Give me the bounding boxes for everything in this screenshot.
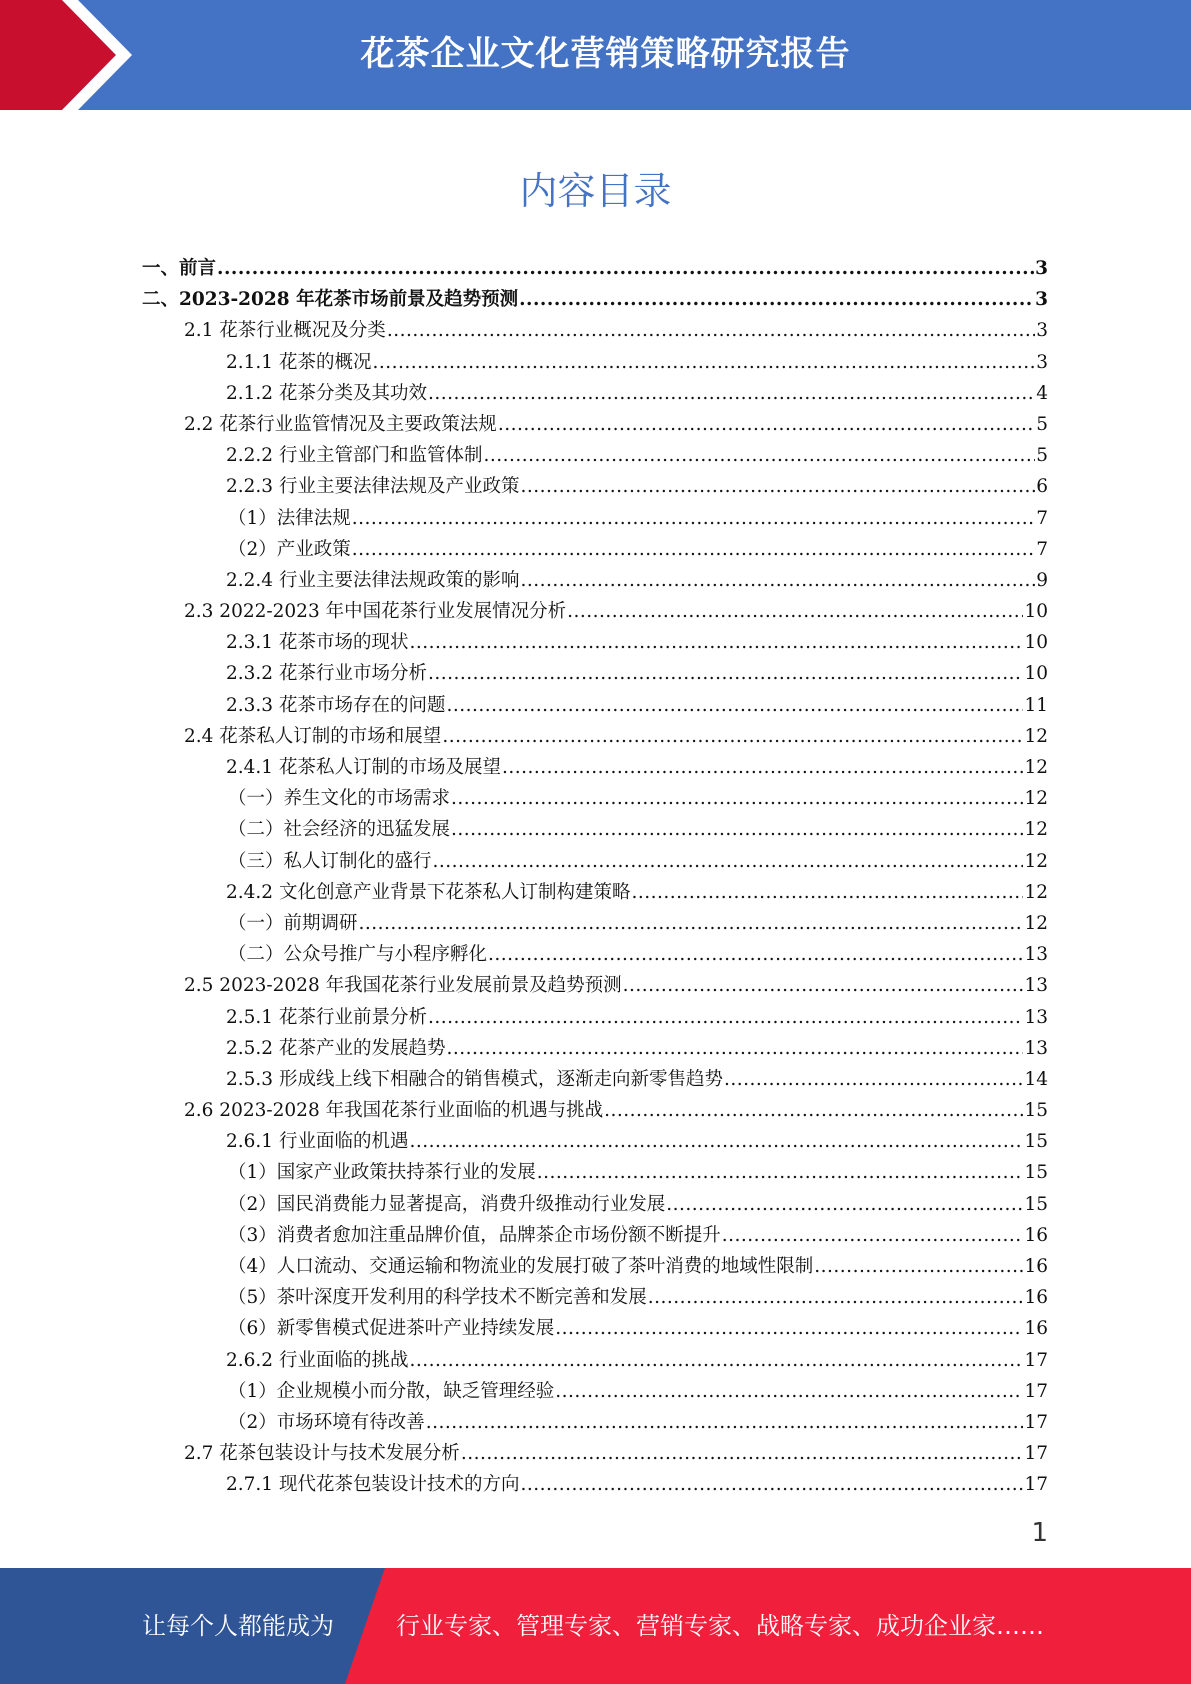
toc-entry-label: 2.1.1 花茶的概况 bbox=[226, 351, 372, 373]
toc-entry[interactable] bbox=[142, 1469, 1048, 1500]
toc-dot-leader bbox=[372, 347, 1035, 378]
toc-entry-page: 12 bbox=[1024, 912, 1048, 934]
toc-entry-page: 16 bbox=[1024, 1318, 1048, 1340]
toc-dot-leader bbox=[604, 1095, 1023, 1126]
toc-dot-leader bbox=[520, 471, 1035, 502]
toc-dot-leader bbox=[428, 658, 1023, 689]
toc-entry[interactable] bbox=[142, 846, 1048, 877]
toc-dot-leader bbox=[387, 315, 1035, 346]
toc-entry-page: 17 bbox=[1024, 1349, 1048, 1371]
toc-entry-label: （二）社会经济的迅猛发展 bbox=[228, 819, 451, 841]
toc-entry-page: 4 bbox=[1036, 382, 1048, 404]
toc-entry-label: 2.5 2023-2028 年我国花茶行业发展前景及趋势预测 bbox=[184, 975, 622, 997]
toc-entry-page: 7 bbox=[1036, 538, 1048, 560]
toc-entry[interactable] bbox=[142, 409, 1048, 440]
toc-entry[interactable] bbox=[142, 1282, 1048, 1313]
toc-dot-leader bbox=[623, 970, 1024, 1001]
toc-entry-page: 16 bbox=[1024, 1224, 1048, 1246]
toc-entry[interactable] bbox=[142, 908, 1048, 939]
toc-entry-label: 2.2.2 行业主管部门和监管体制 bbox=[226, 445, 483, 467]
toc-dot-leader bbox=[461, 1438, 1024, 1469]
toc-dot-leader bbox=[483, 440, 1035, 471]
toc-entry-label: 2.4 花茶私人订制的市场和展望 bbox=[184, 725, 442, 747]
toc-entry-label: 2.6.2 行业面临的挑战 bbox=[226, 1349, 409, 1371]
toc-entry-label: （一）养生文化的市场需求 bbox=[228, 788, 451, 810]
toc-entry[interactable] bbox=[142, 721, 1048, 752]
toc-dot-leader bbox=[446, 1033, 1023, 1064]
toc-entry-label: 2.5.1 花茶行业前景分析 bbox=[226, 1006, 427, 1028]
toc-entry-label: （2）国民消费能力显著提高，消费升级推动行业发展 bbox=[228, 1193, 666, 1215]
toc-entry-label: 一、前言 bbox=[142, 258, 217, 279]
toc-entry[interactable] bbox=[142, 534, 1048, 565]
toc-entry-label: 二、2023-2028 年花茶市场前景及趋势预测 bbox=[142, 289, 519, 311]
toc-entry[interactable] bbox=[142, 378, 1048, 409]
toc-dot-leader bbox=[409, 627, 1023, 658]
toc-dot-leader bbox=[648, 1282, 1024, 1313]
toc-entry[interactable] bbox=[142, 1033, 1048, 1064]
toc-entry-label: 2.4.2 文化创意产业背景下花茶私人订制构建策略 bbox=[226, 881, 631, 903]
toc-entry-page: 12 bbox=[1024, 881, 1048, 903]
toc-entry[interactable] bbox=[142, 1438, 1048, 1469]
toc-entry-label: 2.4.1 花茶私人订制的市场及展望 bbox=[226, 757, 501, 778]
toc-entry-page: 17 bbox=[1024, 1411, 1048, 1433]
toc-entry-label: 2.5.3 形成线上线下相融合的销售模式，逐渐走向新零售趋势 bbox=[226, 1068, 723, 1090]
toc-dot-leader bbox=[814, 1251, 1023, 1282]
toc-entry[interactable] bbox=[142, 440, 1048, 471]
toc-entry-label: 2.2.3 行业主要法律法规及产业政策 bbox=[226, 476, 520, 498]
toc-entry[interactable] bbox=[142, 783, 1048, 814]
toc-entry[interactable] bbox=[142, 1313, 1048, 1344]
toc-entry-page: 10 bbox=[1024, 663, 1048, 685]
toc-entry[interactable] bbox=[142, 939, 1048, 970]
toc-entry[interactable] bbox=[142, 1126, 1048, 1157]
toc-entry[interactable] bbox=[142, 253, 1048, 284]
toc-entry-label: 2.6 2023-2028 年我国花茶行业面临的机遇与挑战 bbox=[184, 1100, 604, 1122]
toc-entry[interactable] bbox=[142, 1095, 1048, 1126]
toc-dot-leader bbox=[428, 1002, 1023, 1033]
toc-entry-label: （1）企业规模小而分散，缺乏管理经验 bbox=[228, 1380, 555, 1402]
table-of-contents bbox=[142, 253, 1048, 1501]
toc-entry-label: （4）人口流动、交通运输和物流业的发展打破了茶叶消费的地域性限制 bbox=[228, 1256, 814, 1277]
toc-entry-label: 2.2 花茶行业监管情况及主要政策法规 bbox=[184, 413, 497, 435]
toc-dot-leader bbox=[498, 409, 1035, 440]
toc-entry[interactable] bbox=[142, 347, 1048, 378]
toc-entry-page: 12 bbox=[1024, 819, 1048, 841]
toc-dot-leader bbox=[451, 783, 1023, 814]
toc-entry-label: 2.3.2 花茶行业市场分析 bbox=[226, 663, 427, 685]
toc-entry[interactable] bbox=[142, 1251, 1048, 1282]
toc-entry-page: 13 bbox=[1024, 1006, 1048, 1028]
toc-entry-label: 2.3.3 花茶市场存在的问题 bbox=[226, 694, 446, 716]
page-footer bbox=[0, 1568, 1191, 1684]
toc-entry-page: 9 bbox=[1036, 569, 1048, 591]
toc-entry-label: （二）公众号推广与小程序孵化 bbox=[228, 944, 488, 966]
toc-entry-label: 2.6.1 行业面临的机遇 bbox=[226, 1131, 409, 1153]
toc-entry[interactable] bbox=[142, 752, 1048, 783]
toc-dot-leader bbox=[567, 596, 1023, 627]
toc-entry-page: 12 bbox=[1024, 850, 1048, 872]
toc-entry[interactable] bbox=[142, 284, 1048, 315]
toc-entry-label: （2）市场环境有待改善 bbox=[228, 1411, 425, 1433]
toc-entry-page: 17 bbox=[1024, 1443, 1048, 1465]
toc-entry-page: 13 bbox=[1024, 1037, 1048, 1059]
toc-entry-page: 12 bbox=[1024, 725, 1048, 747]
toc-dot-leader bbox=[724, 1064, 1023, 1095]
toc-dot-leader bbox=[520, 565, 1035, 596]
toc-dot-leader bbox=[520, 1469, 1023, 1500]
toc-entry-page: 10 bbox=[1024, 601, 1048, 623]
toc-entry[interactable] bbox=[142, 1220, 1048, 1251]
toc-entry[interactable] bbox=[142, 658, 1048, 689]
toc-entry-page: 3 bbox=[1036, 320, 1048, 342]
toc-entry-label: 2.7 花茶包装设计与技术发展分析 bbox=[184, 1443, 460, 1465]
toc-entry[interactable] bbox=[142, 1002, 1048, 1033]
toc-entry-page: 10 bbox=[1024, 632, 1048, 654]
page-header bbox=[0, 0, 1191, 110]
toc-entry-page: 17 bbox=[1024, 1474, 1048, 1496]
toc-entry-page: 5 bbox=[1036, 413, 1048, 435]
toc-entry[interactable] bbox=[142, 877, 1048, 908]
toc-entry-page: 13 bbox=[1024, 944, 1048, 966]
toc-dot-leader bbox=[217, 253, 1034, 284]
toc-entry-page: 12 bbox=[1024, 788, 1048, 810]
toc-entry-page: 13 bbox=[1024, 975, 1048, 997]
toc-entry-label: （5）茶叶深度开发利用的科学技术不断完善和发展 bbox=[228, 1287, 647, 1309]
report-title: 花茶企业文化营销策略研究报告 bbox=[360, 34, 851, 74]
toc-dot-leader bbox=[451, 814, 1023, 845]
toc-entry[interactable] bbox=[142, 1157, 1048, 1188]
toc-entry-page: 3 bbox=[1035, 289, 1048, 311]
toc-entry-label: 2.5.2 花茶产业的发展趋势 bbox=[226, 1037, 446, 1059]
toc-dot-leader bbox=[502, 752, 1023, 783]
toc-entry-label: （3）消费者愈加注重品牌价值，品牌茶企市场份额不断提升 bbox=[228, 1224, 721, 1246]
toc-entry-label: （1）国家产业政策扶持茶行业的发展 bbox=[228, 1162, 536, 1184]
toc-entry-page: 15 bbox=[1024, 1193, 1048, 1215]
toc-entry-page: 14 bbox=[1024, 1068, 1048, 1090]
toc-entry-page: 15 bbox=[1024, 1100, 1048, 1122]
toc-entry-label: 2.1.2 花茶分类及其功效 bbox=[226, 382, 427, 404]
toc-entry[interactable] bbox=[142, 627, 1048, 658]
toc-entry-page: 5 bbox=[1036, 445, 1048, 467]
toc-dot-leader bbox=[488, 939, 1023, 970]
toc-entry-page: 3 bbox=[1036, 351, 1048, 373]
toc-entry[interactable] bbox=[142, 1189, 1048, 1220]
toc-entry-label: 2.2.4 行业主要法律法规政策的影响 bbox=[226, 569, 520, 591]
toc-heading: 内容目录 bbox=[519, 169, 672, 213]
toc-entry-page: 16 bbox=[1024, 1287, 1048, 1309]
toc-dot-leader bbox=[555, 1376, 1023, 1407]
toc-entry[interactable] bbox=[142, 690, 1048, 721]
toc-entry-label: （2）产业政策 bbox=[228, 538, 351, 560]
toc-entry-label: 2.3.1 花茶市场的现状 bbox=[226, 632, 409, 654]
toc-entry-page: 17 bbox=[1024, 1380, 1048, 1402]
toc-dot-leader bbox=[409, 1345, 1023, 1376]
toc-entry-label: 2.3 2022-2023 年中国花茶行业发展情况分析 bbox=[184, 601, 567, 623]
toc-entry[interactable] bbox=[142, 503, 1048, 534]
toc-dot-leader bbox=[352, 503, 1035, 534]
toc-entry-page: 12 bbox=[1024, 757, 1048, 778]
toc-dot-leader bbox=[631, 877, 1023, 908]
toc-dot-leader bbox=[666, 1189, 1023, 1220]
toc-entry[interactable] bbox=[142, 970, 1048, 1001]
toc-entry[interactable] bbox=[142, 471, 1048, 502]
toc-entry-label: （一）前期调研 bbox=[228, 912, 358, 934]
toc-entry[interactable] bbox=[142, 315, 1048, 346]
toc-entry-page: 11 bbox=[1024, 694, 1048, 716]
toc-entry[interactable] bbox=[142, 1376, 1048, 1407]
toc-entry-page: 15 bbox=[1024, 1131, 1048, 1153]
toc-dot-leader bbox=[519, 284, 1034, 315]
page-number: 1 bbox=[1031, 1518, 1048, 1548]
toc-entry-page: 16 bbox=[1024, 1256, 1048, 1277]
toc-entry-page: 3 bbox=[1035, 258, 1048, 279]
toc-entry[interactable] bbox=[142, 814, 1048, 845]
toc-entry[interactable] bbox=[142, 1345, 1048, 1376]
toc-entry[interactable] bbox=[142, 1407, 1048, 1438]
toc-dot-leader bbox=[537, 1157, 1024, 1188]
toc-dot-leader bbox=[442, 721, 1023, 752]
toc-dot-leader bbox=[428, 378, 1035, 409]
footer-slogan-right: 行业专家、管理专家、营销专家、战略专家、成功企业家…… bbox=[396, 1612, 1044, 1640]
toc-dot-leader bbox=[409, 1126, 1023, 1157]
toc-entry-label: 2.7.1 现代花茶包装设计技术的方向 bbox=[226, 1474, 520, 1496]
toc-entry-label: （三）私人订制化的盛行 bbox=[228, 850, 432, 872]
footer-slogan-left: 让每个人都能成为 bbox=[142, 1612, 334, 1640]
toc-entry-label: （6）新零售模式促进茶叶产业持续发展 bbox=[228, 1318, 555, 1340]
toc-entry-label: 2.1 花茶行业概况及分类 bbox=[184, 320, 386, 342]
toc-entry-label: （1）法律法规 bbox=[228, 507, 351, 529]
toc-entry-page: 15 bbox=[1024, 1162, 1048, 1184]
toc-dot-leader bbox=[555, 1313, 1023, 1344]
toc-dot-leader bbox=[352, 534, 1035, 565]
toc-entry[interactable] bbox=[142, 596, 1048, 627]
toc-dot-leader bbox=[359, 908, 1024, 939]
toc-dot-leader bbox=[446, 690, 1023, 721]
toc-entry-page: 7 bbox=[1036, 507, 1048, 529]
toc-dot-leader bbox=[433, 846, 1024, 877]
toc-entry[interactable] bbox=[142, 1064, 1048, 1095]
toc-entry[interactable] bbox=[142, 565, 1048, 596]
toc-dot-leader bbox=[426, 1407, 1024, 1438]
toc-dot-leader bbox=[722, 1220, 1024, 1251]
toc-entry-page: 6 bbox=[1036, 476, 1048, 498]
